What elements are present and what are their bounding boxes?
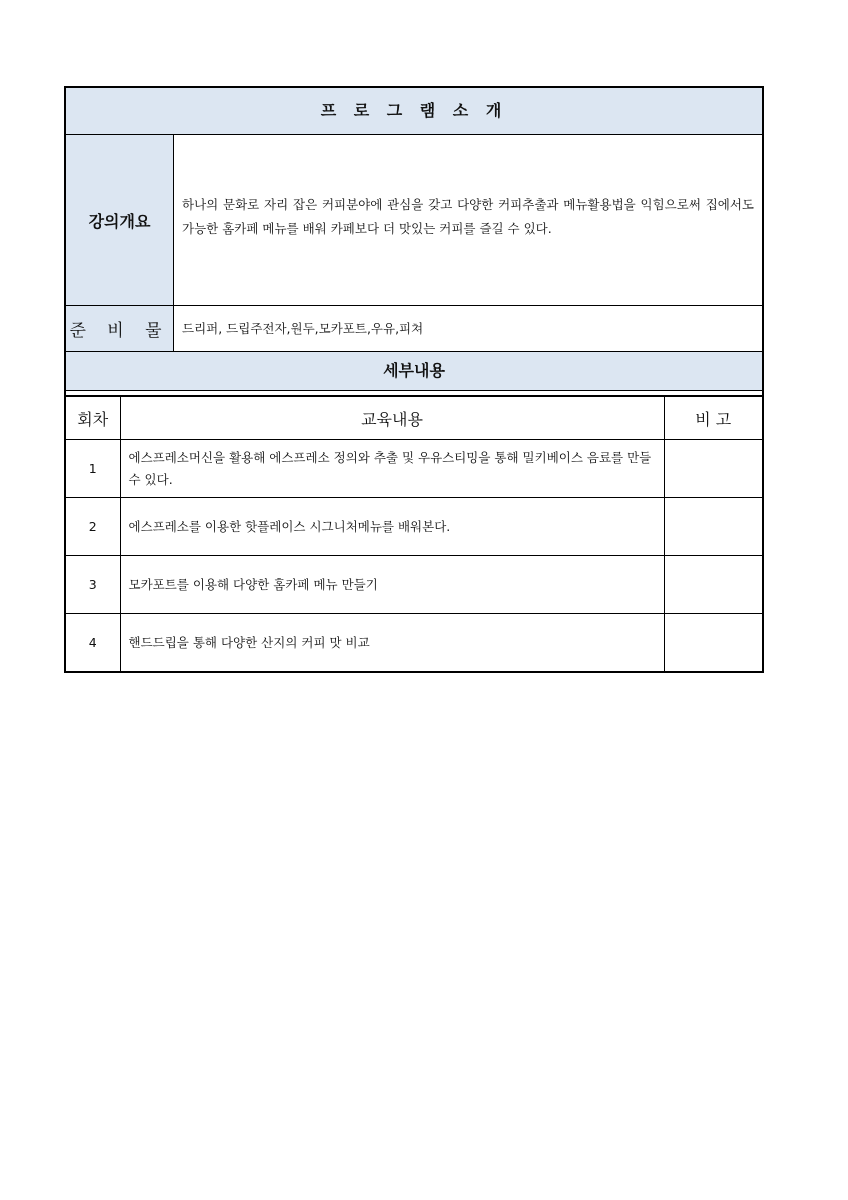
- table-row: [66, 440, 762, 498]
- overview-text: 하나의 문화로 자리 잡은 커피분야에 관심을 갖고 다양한 커피추출과 메뉴활용법을 익힘으로써 집에서도 가능한 홈카페 메뉴를 배워 카페보다 더 맛있는 커피를 즐길 수 있다.: [182, 197, 754, 236]
- table-row: [66, 614, 762, 672]
- program-title: 프 로 그 램 소 개: [66, 88, 762, 135]
- session-note: [664, 614, 762, 672]
- supplies-row: [66, 306, 762, 352]
- session-content: 에스프레소를 이용한 핫플레이스 시그니처메뉴를 배워본다.: [120, 498, 664, 556]
- details-table: [66, 396, 762, 671]
- session-content: 에스프레소머신을 활용해 에스프레소 정의와 추출 및 우유스티밍을 통해 밀키베이스 음료를 만들 수 있다.: [120, 440, 664, 498]
- supplies-label: 준 비 물: [66, 306, 174, 351]
- overview-row: [66, 135, 762, 306]
- details-title: 세부내용: [66, 352, 762, 390]
- session-note: [664, 440, 762, 498]
- supplies-text: 드리퍼, 드립주전자,원두,모카포트,우유,피쳐: [182, 320, 424, 336]
- session-note: [664, 498, 762, 556]
- session-note: [664, 556, 762, 614]
- session-content: 모카포트를 이용해 다양한 홈카페 메뉴 만들기: [120, 556, 664, 614]
- header-note: 비 고: [664, 397, 762, 440]
- overview-label: 강의개요: [66, 135, 174, 305]
- session-number: 1: [66, 440, 120, 498]
- program-document: [64, 86, 764, 673]
- header-session: 회차: [66, 397, 120, 440]
- table-row: [66, 498, 762, 556]
- header-content: 교육내용: [120, 397, 664, 440]
- table-row: [66, 556, 762, 614]
- session-number: 3: [66, 556, 120, 614]
- session-number: 4: [66, 614, 120, 672]
- session-content: 핸드드립을 통해 다양한 산지의 커피 맛 비교: [120, 614, 664, 672]
- session-number: 2: [66, 498, 120, 556]
